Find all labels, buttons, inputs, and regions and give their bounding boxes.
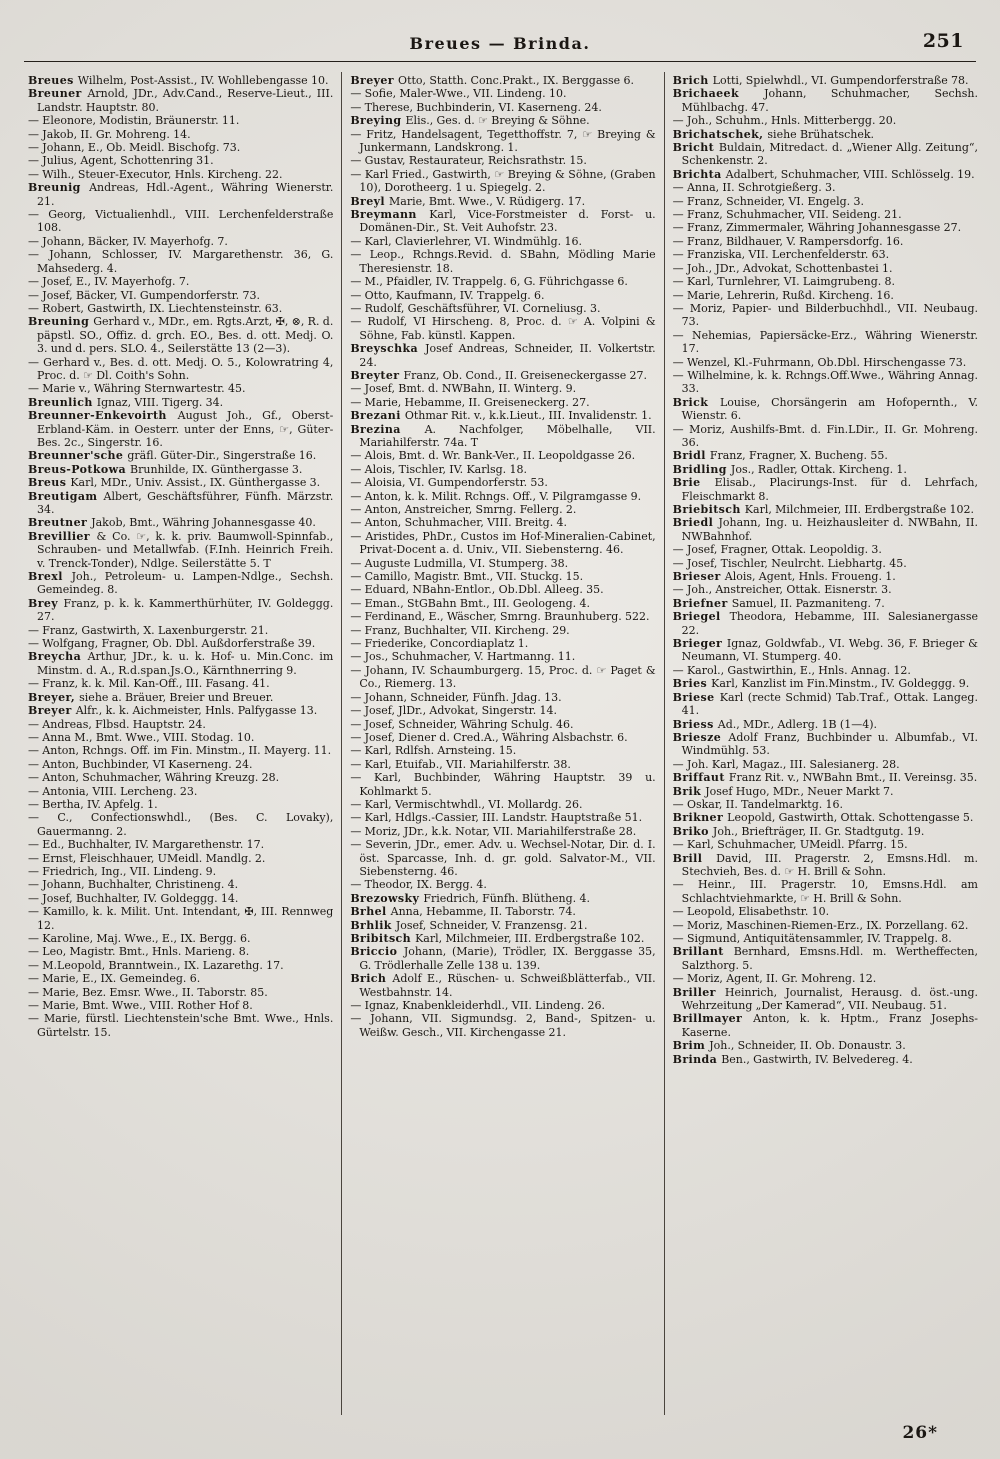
directory-entry: — Friederike, Concordiaplatz 1.	[350, 637, 529, 651]
directory-entry: Breying Elis., Ges. d. ☞ Breying & Söhne.	[350, 114, 590, 128]
directory-entry: — Fritz, Handelsagent, Tegetthoffstr. 7, ☞ Breying & Junkermann, Landskrong. 1.	[350, 127, 656, 155]
directory-entry: — Auguste Ludmilla, VI. Stumperg. 38.	[350, 556, 569, 570]
directory-entry: — Ferdinand, E., Wäscher, Smrng. Braunhuberg. 522.	[350, 610, 650, 624]
directory-entry: — Karl, Clavierlehrer, VI. Windmühlg. 16.	[350, 234, 582, 248]
entry-surname: Brezina	[350, 422, 425, 436]
entry-surname: Briebitsch	[672, 503, 745, 516]
directory-entry: — Josef, Fragner, Ottak. Leopoldig. 3.	[672, 543, 882, 557]
entry-surname: Brinda	[672, 1052, 722, 1066]
directory-entry: Brillmayer Anton, k. k. Hptm., Franz Josephs-Kaserne.	[672, 1012, 978, 1039]
directory-entry: — Moriz, Papier- und Bilderbuchhdl., VII. Neubaug. 73.	[672, 301, 978, 329]
directory-entry: Breyer, siehe a. Bräuer, Breier und Breuer.	[28, 690, 274, 704]
directory-entry: — Joh. Karl, Magaz., III. Salesianerg. 28.	[672, 757, 900, 771]
directory-entry: Brik Josef Hugo, MDr., Neuer Markt 7.	[672, 784, 894, 798]
directory-entry: — Josef, Bäcker, VI. Gumpendorferstr. 73.	[28, 288, 260, 302]
directory-entry: Breyer Otto, Statth. Conc.Prakt., IX. Berggasse 6.	[350, 74, 634, 87]
directory-entry: Briefner Samuel, II. Pazmaniteng. 7.	[672, 596, 885, 610]
directory-entry: — Marie, Lehrerin, Rußd. Kircheng. 16.	[672, 288, 894, 302]
directory-entry: Breuner Arnold, JDr., Adv.Cand., Reserve-Lieut., III. Landstr. Hauptstr. 80.	[28, 87, 334, 114]
directory-entry: — Wilhelmine, k. k. Rchngs.Off.Wwe., Währing Annag. 33.	[672, 368, 978, 396]
header-rule	[24, 61, 976, 62]
directory-entry: Bricht Buldain, Mitredact. d. „Wiener Allg. Zeitung“, Schenkenstr. 2.	[672, 141, 978, 168]
directory-entry: Brezani Othmar Rit. v., k.k.Lieut., III. Invalidenstr. 1.	[350, 409, 652, 423]
entry-surname: Breuning	[28, 315, 94, 329]
directory-entry: — Franziska, VII. Lerchenfelderstr. 63.	[672, 248, 890, 262]
page-number: 251	[922, 30, 964, 52]
directory-entry: — Rudolf, VI Hirscheng. 8, Proc. d. ☞ A. Volpini & Söhne, Fab. künstl. Kappen.	[350, 315, 656, 342]
directory-entry: Breunner-Enkevoirth August Joh., Gf., Oberst-Erbland-Käm. in Oesterr. unter der Enns, ☞, Güter-Bes. 2c., Singerstr. 16.	[28, 409, 334, 449]
directory-entry: Brich Lotti, Spielwhdl., VI. Gumpendorferstraße 78.	[672, 74, 969, 87]
entry-surname: Briese	[672, 690, 720, 704]
directory-entry: — Franz, Gastwirth, X. Laxenburgerstr. 21.	[28, 623, 269, 637]
directory-entry: Brie Elisab., Placirungs-Inst. für d. Lehrfach, Fleischmarkt 8.	[672, 476, 978, 503]
entry-surname: Brich	[350, 972, 393, 986]
directory-entry: — Moriz, Maschinen-Riemen-Erz., IX. Porzellang. 62.	[672, 918, 969, 932]
directory-entry: Brillant Bernhard, Emsns.Hdl. m. Wertheffecten, Salzthorg. 5.	[672, 945, 978, 972]
directory-entry: — Gustav, Restaurateur, Reichsrathstr. 15.	[350, 154, 587, 168]
directory-entry: Brieser Alois, Agent, Hnls. Froueng. 1.	[672, 570, 896, 584]
directory-entry: — Wilh., Steuer-Executor, Hnls. Kircheng. 22.	[28, 167, 283, 181]
directory-entry: — Moriz, Aushilfs-Bmt. d. Fin.LDir., II. Gr. Mohreng. 36.	[672, 422, 978, 449]
directory-entry: Breus-Potkowa Brunhilde, IX. Günthergasse 3.	[28, 462, 303, 476]
entry-surname: Bricht	[672, 141, 719, 155]
entry-surname: Breutner	[28, 516, 92, 530]
directory-entry: — Johann, E., Ob. Meidl. Bischofg. 73.	[28, 141, 241, 155]
directory-entry: — Julius, Agent, Schottenring 31.	[28, 154, 214, 168]
directory-entry: Brhel Anna, Hebamme, II. Taborstr. 74.	[350, 905, 576, 919]
directory-entry: Breyl Marie, Bmt. Wwe., V. Rüdigerg. 17.	[350, 194, 586, 208]
directory-entry: — Karoline, Maj. Wwe., E., IX. Bergg. 6.	[28, 932, 251, 945]
directory-entry: Brezowsky Friedrich, Fünfh. Blütheng. 4.	[350, 891, 590, 905]
directory-entry: Briebitsch Karl, Milchmeier, III. Erdbergstraße 102.	[672, 503, 975, 516]
entry-surname: Brieser	[672, 570, 725, 584]
directory-entry: — Gerhard v., Bes. d. ott. Medj. O. 5., Kolowratring 4, Proc. d. ☞ Dl. Coith's Sohn.	[28, 355, 334, 382]
directory-entry: — Ignaz, Knabenkleiderhdl., VII. Lindeng. 26.	[350, 999, 605, 1013]
directory-entry: — Karl, Schuhmacher, UMeidl. Pfarrg. 15.	[672, 838, 908, 852]
directory-entry: — Kamillo, k. k. Milit. Unt. Intendant, ✠, III. Rennweg 12.	[28, 905, 334, 932]
directory-entry: — Johann, IV. Schaumburgerg. 15, Proc. d. ☞ Paget & Co., Riemerg. 13.	[350, 663, 656, 691]
directory-entry: Breus Karl, MDr., Univ. Assist., IX. Günthergasse 3.	[28, 476, 321, 490]
entry-surname: Brezani	[350, 409, 405, 423]
entry-surname: Brie	[672, 476, 715, 490]
directory-entry: — Therese, Buchbinderin, VI. Kaserneng. 24.	[350, 100, 602, 114]
directory-entry: — Josef, Bmt. d. NWBahn, II. Winterg. 9.	[350, 382, 577, 396]
directory-entry: — Nehemias, Papiersäcke-Erz., Währing Wienerstr. 17.	[672, 328, 978, 356]
directory-entry: — Wolfgang, Fragner, Ob. Dbl. Außdorferstraße 39.	[28, 637, 316, 651]
directory-entry: — Johann, Schlosser, IV. Margarethenstr. 36, G. Mahsederg. 4.	[28, 248, 334, 275]
entry-surname: Breunig	[28, 181, 90, 195]
directory-entry: — Karl, Hdlgs.-Cassier, III. Landstr. Hauptstraße 51.	[350, 811, 643, 825]
directory-entry: — Josef, Diener d. Cred.A., Währing Alsbachstr. 6.	[350, 730, 628, 744]
entry-surname: Breyer,	[28, 690, 80, 704]
directory-entry: Brexl Joh., Petroleum- u. Lampen-Ndlge., Sechsh. Gemeindeg. 8.	[28, 570, 334, 597]
directory-entry: Brichta Adalbert, Schuhmacher, VIII. Schlösselg. 19.	[672, 167, 975, 181]
directory-entry: — Karol., Gastwirthin, E., Hnls. Annag. 12.	[672, 663, 911, 677]
directory-entry: — Karl, Vermischtwhdl., VI. Mollardg. 26.	[350, 797, 583, 811]
directory-entry: Breuning Gerhard v., MDr., em. Rgts.Arzt, ✠, ⊗, R. d. päpstl. SO., Offiz. d. grch. EO., Bes. d. ott. Medj. O. 3. und d. pers. SLO. 4., Seilerstätte 13 (2—3).	[28, 315, 334, 356]
entry-surname: Bribitsch	[350, 932, 416, 945]
directory-entry: — Bertha, IV. Apfelg. 1.	[28, 797, 158, 811]
directory-entry: — Josef, E., IV. Mayerhofg. 7.	[28, 275, 190, 289]
entry-surname: Bries	[672, 677, 712, 691]
directory-entry: Breunig Andreas, Hdl.-Agent., Währing Wienerstr. 21.	[28, 181, 334, 208]
directory-entry: Briccio Johann, (Marie), Trödler, IX. Berggasse 35, G. Trödlerhalle Zelle 138 u. 139.	[350, 945, 656, 972]
entry-surname: Breyter	[350, 368, 404, 382]
directory-entry: — Andreas, Flbsd. Hauptstr. 24.	[28, 717, 206, 731]
directory-entry: Breyer Alfr., k. k. Aichmeister, Hnls. Palfygasse 13.	[28, 704, 318, 718]
entry-surname: Breunlich	[28, 395, 97, 409]
entry-surname: Brick	[672, 395, 720, 409]
directory-entry: — Eman., StGBahn Bmt., III. Geologeng. 4.	[350, 596, 590, 610]
directory-entry: Bribitsch Karl, Milchmeier, III. Erdbergstraße 102.	[350, 932, 645, 945]
directory-entry: Briedl Johann, Ing. u. Heizhausleiter d. NWBahn, II. NWBahnhof.	[672, 516, 978, 543]
directory-entry: Bridling Jos., Radler, Ottak. Kircheng. 1.	[672, 462, 907, 476]
directory-entry: Breunner'sche gräfl. Güter-Dir., Singerstraße 16.	[28, 449, 317, 463]
directory-entry: — Karl, Buchbinder, Währing Hauptstr. 39 u. Kohlmarkt 5.	[350, 771, 656, 798]
directory-entry: — Anton, Buchbinder, VI Kaserneng. 24.	[28, 757, 253, 771]
entry-surname: Brey	[28, 596, 64, 610]
directory-entry: Brichatschek, siehe Brühatschek.	[672, 127, 875, 141]
directory-entry: Breunlich Ignaz, VIII. Tigerg. 34.	[28, 395, 224, 409]
entry-surname: Brexl	[28, 570, 72, 584]
entry-surname: Breyl	[350, 194, 390, 208]
entry-surname: Brevillier	[28, 529, 97, 543]
entry-surname: Briedl	[672, 516, 719, 530]
directory-entry: — Aloisia, VI. Gumpendorferstr. 53.	[350, 476, 548, 490]
directory-entry: Briess Ad., MDr., Adlerg. 1B (1—4).	[672, 717, 878, 731]
directory-entry: Briffaut Franz Rit. v., NWBahn Bmt., II. Vereinsg. 35.	[672, 771, 978, 785]
directory-entry: — Jakob, II. Gr. Mohreng. 14.	[28, 127, 191, 141]
entry-surname: Bridling	[672, 462, 731, 476]
directory-entry: Briese Karl (recte Schmid) Tab.Traf., Ottak. Langeg. 41.	[672, 690, 978, 718]
directory-entry: — Johann, Schneider, Fünfh. Jdag. 13.	[350, 690, 562, 704]
directory-entry: — Friedrich, Ing., VII. Lindeng. 9.	[28, 864, 217, 878]
directory-entry: — Marie, fürstl. Liechtenstein'sche Bmt. Wwe., Hnls. Gürtelstr. 15.	[28, 1012, 334, 1039]
directory-entry: — Moriz, JDr., k.k. Notar, VII. Mariahilferstraße 28.	[350, 824, 637, 838]
directory-column	[664, 72, 986, 1415]
entry-surname: Breyschka	[350, 342, 426, 356]
directory-column	[341, 72, 663, 1415]
directory-entry: — Karl Fried., Gastwirth, ☞ Breying & Söhne, (Graben 10), Dorotheerg. 1 u. Spiegelg. 2.	[350, 167, 656, 195]
directory-entry: — Karl, Rdlfsh. Arnsteing. 15.	[350, 744, 517, 758]
directory-entry: — Marie, E., IX. Gemeindeg. 6.	[28, 972, 201, 986]
directory-entry: — Rudolf, Geschäftsführer, VI. Corneliusg. 3.	[350, 301, 601, 315]
directory-entry: Brich Adolf E., Rüschen- u. Schweißblätterfab., VII. Westbahnstr. 14.	[350, 972, 656, 999]
directory-entry: Brezina A. Nachfolger, Möbelhalle, VII. Mariahilferstr. 74a. T	[350, 422, 656, 449]
directory-entry: Breyter Franz, Ob. Cond., II. Greiseneckergasse 27.	[350, 368, 648, 382]
directory-entry: — Marie, Bez. Emsr. Wwe., II. Taborstr. 85.	[28, 985, 268, 999]
entry-surname: Breyer	[28, 704, 76, 718]
directory-entry: — Franz, Bildhauer, V. Rampersdorfg. 16.	[672, 234, 904, 248]
directory-entry: — Heinr., III. Pragerstr. 10, Emsns.Hdl. am Schlachtviehmarkte, ☞ H. Brill & Sohn.	[672, 878, 978, 905]
directory-entry: Breues Wilhelm, Post-Assist., IV. Wohllebengasse 10.	[28, 74, 329, 87]
directory-entry: — Franz, k. k. Mil. Kan-Off., III. Fasang. 41.	[28, 677, 270, 691]
entry-surname: Brieger	[672, 637, 727, 651]
signature-mark: 26*	[902, 1423, 938, 1443]
directory-entry: — Otto, Kaufmann, IV. Trappelg. 6.	[350, 288, 545, 302]
entry-surname: Breunner-Enkevoirth	[28, 409, 178, 423]
directory-entry: — Josef, Buchhalter, IV. Goldeggg. 14.	[28, 891, 239, 905]
directory-entry: — Robert, Gastwirth, IX. Liechtensteinstr. 63.	[28, 301, 283, 315]
directory-entry: — Alois, Bmt. d. Wr. Bank-Ver., II. Leopoldgasse 26.	[350, 449, 636, 463]
directory-entry: — Anton, Anstreicher, Smrng. Fellerg. 2.	[350, 503, 577, 516]
directory-entry: — Wenzel, Kl.-Fuhrmann, Ob.Dbl. Hirschengasse 73.	[672, 355, 967, 369]
directory-entry: — Aristides, PhDr., Custos im Hof-Mineralien-Cabinet, Privat-Docent a. d. Univ., VII. Siebensterng. 46.	[350, 529, 656, 557]
directory-entry: Breycha Arthur, JDr., k. u. k. Hof- u. Min.Conc. im Minstm. d. A., R.d.span.Js.O., Kärnthnerring 9.	[28, 650, 334, 677]
entry-surname: Breyer	[350, 74, 399, 87]
directory-entry: Brinda Ben., Gastwirth, IV. Belvedereg. 4.	[672, 1052, 913, 1066]
directory-entry: — Ernst, Fleischhauer, UMeidl. Mandlg. 2.	[28, 851, 266, 865]
directory-entry: — Camillo, Magistr. Bmt., VII. Stuckg. 15.	[350, 570, 584, 584]
directory-entry: — Joh., Schuhm., Hnls. Mitterbergg. 20.	[672, 114, 897, 128]
directory-entry: Breyschka Josef Andreas, Schneider, II. Volkertstr. 24.	[350, 342, 656, 369]
entry-surname: Brich	[672, 74, 713, 87]
directory-entry: Brieger Ignaz, Goldwfab., VI. Webg. 36, F. Brieger & Neumann, VI. Stumperg. 40.	[672, 637, 978, 664]
directory-column	[20, 72, 341, 1415]
entry-surname: Brim	[672, 1039, 710, 1053]
directory-entry: — Franz, Schuhmacher, VII. Seideng. 21.	[672, 208, 902, 222]
directory-entry: — Anton, Schuhmacher, VIII. Breitg. 4.	[350, 516, 568, 530]
entry-surname: Briko	[672, 824, 713, 838]
directory-entry: Brim Joh., Schneider, II. Ob. Donaustr. 3.	[672, 1039, 906, 1053]
directory-entry: — Antonia, VIII. Lercheng. 23.	[28, 784, 198, 798]
directory-entry: — M.Leopold, Branntwein., IX. Lazarethg. 17.	[28, 958, 284, 972]
entry-surname: Brill	[672, 851, 717, 865]
directory-entry: Breymann Karl, Vice-Forstmeister d. Forst- u. Domänen-Dir., St. Veit Auhofstr. 23.	[350, 208, 656, 235]
entry-surname: Briess	[672, 717, 718, 731]
directory-entry: — Anton, Schuhmacher, Währing Kreuzg. 28.	[28, 771, 280, 785]
directory-entry: — Anna M., Bmt. Wwe., VIII. Stodag. 10.	[28, 730, 255, 744]
entry-surname: Breus	[28, 476, 71, 490]
directory-entry: — Marie, Hebamme, II. Greiseneckerg. 27.	[350, 395, 590, 409]
directory-entry: — Leo, Magistr. Bmt., Hnls. Marieng. 8.	[28, 945, 250, 959]
entry-surname: Brichta	[672, 167, 726, 181]
directory-entry: Breutner Jakob, Bmt., Währing Johannesgasse 40.	[28, 516, 316, 530]
directory-entry: — Anton, k. k. Milit. Rchngs. Off., V. Pilgramgasse 9.	[350, 489, 642, 503]
directory-entry: — Johann, Buchhalter, Christineng. 4.	[28, 878, 239, 892]
directory-entry: Brick Louise, Chorsängerin am Hofopernth., V. Wienstr. 6.	[672, 395, 978, 423]
directory-entry: — Franz, Zimmermaler, Währing Johannesgasse 27.	[672, 221, 962, 235]
entry-surname: Briffaut	[672, 771, 729, 785]
directory-entry: — Marie v., Währing Sternwartestr. 45.	[28, 382, 246, 396]
directory-entry: — Franz, Buchhalter, VII. Kircheng. 29.	[350, 623, 570, 637]
directory-entry: — Sigmund, Antiquitätensammler, IV. Trappelg. 8.	[672, 932, 952, 945]
directory-entry: — Marie, Bmt. Wwe., VIII. Rother Hof 8.	[28, 999, 253, 1013]
directory-entry: Briller Heinrich, Journalist, Herausg. d. öst.-ung. Wehrzeitung „Der Kamerad“, VII. Neubaug. 51.	[672, 985, 978, 1013]
entry-surname: Briller	[672, 985, 725, 999]
directory-entry: Brevillier & Co. ☞, k. k. priv. Baumwoll-Spinnfab., Schrauben- und Metallwfab. (F.Inh. Heinrich Freih. v. Trenck-Tonder), Ndlge. Seilerstätte 5. T	[28, 529, 334, 570]
directory-entry: — Ed., Buchhalter, IV. Margarethenstr. 17.	[28, 838, 265, 852]
directory-entry: — Moriz, Agent, II. Gr. Mohreng. 12.	[672, 972, 877, 986]
directory-entry: Brey Franz, p. k. k. Kammerthürhüter, IV. Goldeggg. 27.	[28, 596, 334, 624]
directory-entry: — Josef, Schneider, Währing Schulg. 46.	[350, 717, 574, 731]
directory-entry: — Anna, II. Schrotgießerg. 3.	[672, 181, 836, 195]
entry-surname: Brhel	[350, 905, 391, 919]
directory-entry: Brhlik Josef, Schneider, V. Franzensg. 21.	[350, 918, 588, 932]
entry-surname: Brhlik	[350, 918, 396, 932]
directory-entry: Breutigam Albert, Geschäftsführer, Fünfh. Märzstr. 34.	[28, 489, 334, 516]
directory-entry: — Franz, Schneider, VI. Engelg. 3.	[672, 194, 864, 208]
directory-entry: — Oskar, II. Tandelmarktg. 16.	[672, 797, 844, 811]
entry-surname: Briegel	[672, 610, 730, 624]
directory-entry: — Alois, Tischler, IV. Karlsg. 18.	[350, 462, 527, 476]
directory-entry: — Anton, Rchngs. Off. im Fin. Minstm., II. Mayerg. 11.	[28, 744, 332, 758]
directory-entry: — Eduard, NBahn-Entlor., Ob.Dbl. Alleeg. 35.	[350, 583, 604, 597]
entry-surname: Briefner	[672, 596, 732, 610]
directory-entry: — Severin, JDr., emer. Adv. u. Wechsel-Notar, Dir. d. I. öst. Sparcasse, Inh. d. gr. gold. Salvator-M., VII. Siebensterng. 46.	[350, 838, 656, 878]
directory-entry: — Josef, Tischler, Neulrcht. Liebhartg. 45.	[672, 556, 907, 570]
entry-surname: Breying	[350, 114, 406, 128]
entry-surname: Brillmayer	[672, 1012, 754, 1026]
directory-entry: Briegel Theodora, Hebamme, III. Salesianergasse 22.	[672, 610, 978, 637]
entry-surname: Brik	[672, 784, 706, 798]
directory-entry: — Karl, Etuifab., VII. Mariahilferstr. 38.	[350, 757, 571, 771]
entry-surname: Breutigam	[28, 489, 104, 503]
entry-surname: Breues	[28, 74, 78, 87]
directory-entry: Brill David, III. Pragerstr. 2, Emsns.Hdl. m. Stechvieh, Bes. d. ☞ H. Brill & Sohn.	[672, 851, 978, 878]
directory-entry: Briko Joh., Briefträger, II. Gr. Stadtgutg. 19.	[672, 824, 925, 838]
directory-columns	[20, 72, 986, 1415]
directory-entry: — Sofie, Maler-Wwe., VII. Lindeng. 10.	[350, 87, 567, 101]
directory-entry: — Leopold, Elisabethstr. 10.	[672, 905, 830, 919]
directory-entry: Briesze Adolf Franz, Buchbinder u. Albumfab., VI. Windmühlg. 53.	[672, 730, 978, 758]
entry-surname: Briccio	[350, 945, 404, 959]
entry-surname: Breus-Potkowa	[28, 462, 131, 476]
entry-surname: Breycha	[28, 650, 88, 664]
entry-surname: Breymann	[350, 208, 430, 222]
page-header-title: Breues — Brinda.	[409, 34, 591, 53]
directory-entry: — Johann, Bäcker, IV. Mayerhofg. 7.	[28, 234, 228, 248]
directory-entry: — Joh., Anstreicher, Ottak. Eisnerstr. 3.	[672, 583, 892, 597]
directory-entry: — Jos., Schuhmacher, V. Hartmanng. 11.	[350, 650, 576, 664]
entry-surname: Brichaeek	[672, 87, 765, 101]
entry-surname: Brezowsky	[350, 891, 424, 905]
entry-surname: Brichatschek,	[672, 127, 768, 141]
entry-surname: Briesze	[672, 730, 729, 744]
directory-entry: — Leop., Rchngs.Revid. d. SBahn, Mödling Marie Theresienstr. 18.	[350, 248, 656, 275]
directory-entry: — Josef, JlDr., Advokat, Singerstr. 14.	[350, 704, 557, 718]
directory-entry: — Johann, VII. Sigmundsg. 2, Band-, Spitzen- u. Weißw. Gesch., VII. Kirchengasse 21.	[350, 1012, 656, 1039]
entry-surname: Bridl	[672, 449, 710, 463]
directory-entry: — C., Confectionswhdl., (Bes. C. Lovaky), Gauermanng. 2.	[28, 811, 334, 838]
entry-surname: Brikner	[672, 811, 728, 825]
entry-surname: Brillant	[672, 945, 734, 959]
directory-entry: Bries Karl, Kanzlist im Fin.Minstm., IV. Goldeggg. 9.	[672, 677, 970, 691]
directory-entry: Brikner Leopold, Gastwirth, Ottak. Schottengasse 5.	[672, 811, 974, 825]
entry-surname: Breuner	[28, 87, 88, 101]
directory-entry: — Karl, Turnlehrer, VI. Laimgrubeng. 8.	[672, 275, 896, 289]
directory-entry: — Eleonore, Modistin, Bräunerstr. 11.	[28, 114, 240, 128]
directory-entry: — Theodor, IX. Bergg. 4.	[350, 878, 487, 892]
entry-surname: Breunner'sche	[28, 449, 128, 463]
directory-entry: — M., Pfaidler, IV. Trappelg. 6, G. Führichgasse 6.	[350, 275, 628, 289]
directory-entry: — Joh., JDr., Advokat, Schottenbastei 1.	[672, 261, 893, 275]
directory-entry: — Georg, Victualienhdl., VIII. Lerchenfelderstraße 108.	[28, 208, 334, 235]
directory-entry: Bridl Franz, Fragner, X. Bucheng. 55.	[672, 449, 888, 463]
directory-entry: Brichaeek Johann, Schuhmacher, Sechsh. Mühlbachg. 47.	[672, 87, 978, 114]
